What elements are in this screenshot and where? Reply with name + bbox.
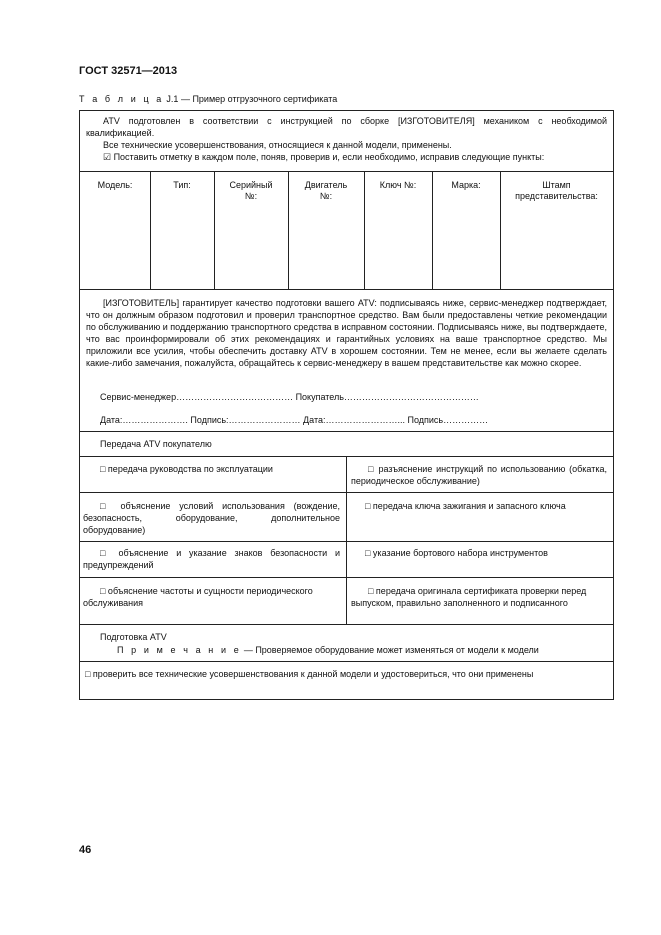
divider	[80, 577, 613, 578]
table-number: J.1	[166, 94, 179, 104]
handover-item: □ указание бортового набора инструментов	[365, 548, 548, 558]
page-number: 46	[79, 844, 92, 856]
column-serial-number: Серийный №:	[229, 180, 273, 201]
handover-title: Передача ATV покупателю	[100, 439, 212, 449]
note-text: — Проверяемое оборудование может изменяться от модели к модели	[243, 645, 539, 655]
column-brand: Марка:	[451, 180, 481, 190]
table-title: — Пример отгрузочного сертификата	[180, 94, 338, 104]
table-caption	[79, 94, 337, 104]
divider	[80, 541, 613, 542]
dates-line: Дата:…………………. Подпись:…………………… Дата:……………………... Подпись……………	[100, 415, 489, 425]
handover-item: □ объяснение условий использования (вождение, безопасность, оборудование, дополнительное оборудование)	[83, 501, 340, 535]
table-label: Т а б л и ц а	[79, 94, 164, 104]
divider	[80, 624, 613, 625]
column-key-number: Ключ №:	[379, 180, 417, 190]
column-type: Тип:	[173, 180, 191, 190]
divider	[80, 171, 613, 172]
guarantee-section	[80, 297, 613, 369]
guarantee-text: [ИЗГОТОВИТЕЛЬ] гарантирует качество подготовки вашего ATV: подписываясь ниже, сервис-менеджер подтверждает, что он должным образом подготовил и проверил транспортное средство. Вам были предоставлены четкие рекомендации по обслуживанию и поддержанию транспортного средства в исправном состоянии. Подписываясь ниже, вы подтверждаете, что вас проинформировали об этих рекомендациях и гарантийных условиях на ваше транспортное средство. Мы приложили все усилия, чтобы обеспечить доставку ATV в хорошем состоянии. Тем не менее, если вы желаете сделать какие-либо замечания, пожалуйста, обращайтесь к сервис-менеджеру в вашем представительстве как можно скорее.	[86, 298, 607, 368]
divider	[80, 492, 613, 493]
final-check-item: □ проверить все технические усовершенствования к данной модели и удостовериться, что они применены	[85, 669, 534, 679]
intro-section	[80, 115, 613, 163]
handover-item: □ передача ключа зажигания и запасного ключа	[365, 501, 566, 511]
preparation-title: Подготовка ATV	[100, 632, 167, 642]
handover-item: □ разъяснение инструкций по использованию (обкатка, периодическое обслуживание)	[351, 464, 607, 486]
intro-line-2: Все технические усовершенствования, относящиеся к данной модели, применены.	[103, 140, 452, 150]
handover-item: □ объяснение и указание знаков безопасности и предупреждений	[83, 548, 340, 570]
divider	[80, 661, 613, 662]
column-dealer-stamp: Штамп представительства:	[515, 180, 598, 201]
note-label: П р и м е ч а н и е	[117, 645, 242, 655]
divider	[80, 431, 613, 432]
handover-item: □ объяснение частоты и сущности периодического обслуживания	[83, 586, 313, 608]
standard-header: ГОСТ 32571—2013	[79, 65, 178, 77]
divider	[80, 289, 613, 290]
column-engine-number: Двигатель №:	[304, 180, 348, 201]
intro-line-3: ☑ Поставить отметку в каждом поле, поняв, проверив и, если необходимо, исправив следующие пункты:	[103, 152, 545, 162]
shipping-certificate-table	[79, 110, 614, 700]
handover-item: □ передача оригинала сертификата проверки перед выпуском, правильно заполненного и подписанного	[351, 586, 587, 608]
intro-line-1: ATV подготовлен в соответствии с инструкцией по сборке [ИЗГОТОВИТЕЛЯ] механиком с необходимой квалификацией.	[86, 116, 607, 138]
column-model: Модель:	[97, 180, 133, 190]
column-divider	[346, 456, 347, 624]
signatures-line: Сервис-менеджер………………………………… Покупатель………………………………………	[100, 392, 479, 402]
handover-item: □ передача руководства по эксплуатации	[100, 464, 273, 474]
preparation-note	[117, 645, 539, 655]
